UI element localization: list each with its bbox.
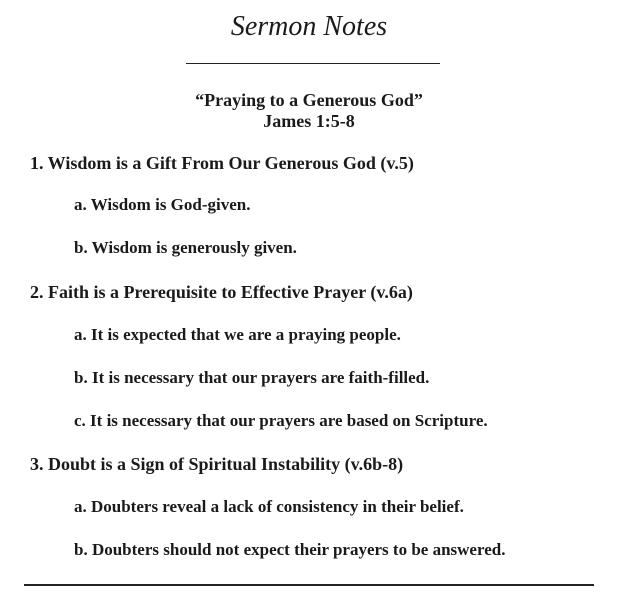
subpoint-2a: a. It is expected that we are a praying people. bbox=[74, 325, 401, 344]
subpoint-2b: b. It is necessary that our prayers are faith-filled. bbox=[74, 368, 430, 387]
point-heading-2: 2. Faith is a Prerequisite to Effective Prayer (v.6a) bbox=[30, 282, 413, 302]
subpoint-1b: b. Wisdom is generously given. bbox=[74, 238, 297, 257]
sermon-title: “Praying to a Generous God” bbox=[195, 90, 423, 110]
subpoint-1a: a. Wisdom is God-given. bbox=[74, 195, 251, 214]
point-heading-3: 3. Doubt is a Sign of Spiritual Instability (v.6b-8) bbox=[30, 454, 404, 474]
title-divider bbox=[186, 63, 440, 64]
scripture-reference: James 1:5-8 bbox=[263, 111, 355, 131]
subpoint-3b: b. Doubters should not expect their prayers to be answered. bbox=[74, 540, 506, 559]
subpoint-2c: c. It is necessary that our prayers are based on Scripture. bbox=[74, 411, 488, 430]
page-title: Sermon Notes bbox=[230, 11, 388, 42]
point-heading-1: 1. Wisdom is a Gift From Our Generous God (v.5) bbox=[30, 153, 414, 173]
subpoint-3a: a. Doubters reveal a lack of consistency in their belief. bbox=[74, 497, 464, 516]
bottom-divider bbox=[24, 584, 594, 586]
